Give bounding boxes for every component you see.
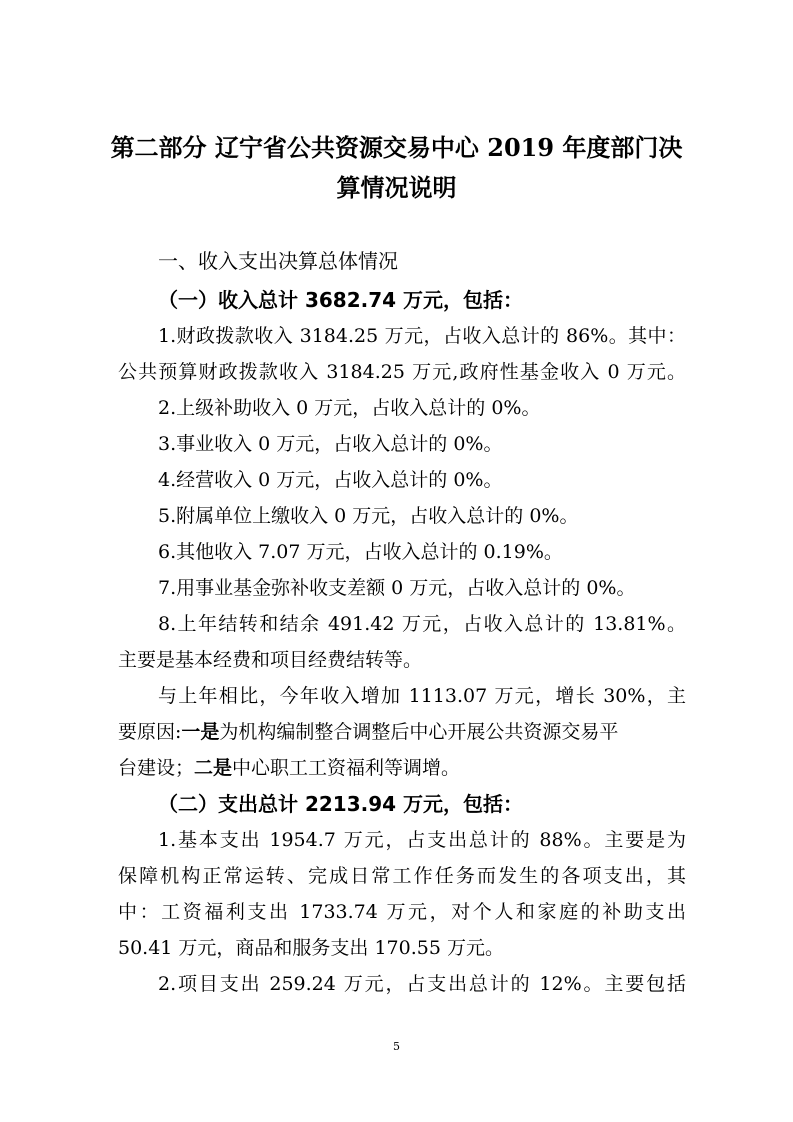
reason-one-text: 为机构编制整合调整后中心开展公共资源交易平 <box>219 721 619 743</box>
reason-two-marker: 二是 <box>194 757 233 779</box>
reason-two-text: 中心职工工资福利等调增。 <box>232 757 461 779</box>
income-item-1-line-2: 公共预算财政拨款收入 3184.25 万元,政府性基金收入 0 万元。 <box>118 361 686 383</box>
expense-item-1-line-1: 1.基本支出 1954.7 万元，占支出总计的 88%。主要是为 <box>158 829 686 851</box>
expense-item-1-line-4: 50.41 万元，商品和服务支出 170.55 万元。 <box>118 937 504 959</box>
reason-label: 要原因: <box>118 721 182 743</box>
income-item-8-line-2: 主要是基本经费和项目经费结转等。 <box>118 649 423 671</box>
income-compare-line-2 <box>118 719 686 745</box>
income-item-5: 5.附属单位上缴收入 0 万元，占收入总计的 0%。 <box>158 505 579 527</box>
income-heading: （一）收入总计 3682.74 万元，包括： <box>158 288 524 312</box>
income-item-7: 7.用事业基金弥补收支差额 0 万元，占收入总计的 0%。 <box>158 577 636 599</box>
income-item-8-line-1: 8.上年结转和结余 491.42 万元，占收入总计的 13.81%。 <box>158 613 686 635</box>
income-compare-line-3 <box>118 755 686 781</box>
reason-one-marker: 一是 <box>181 721 220 743</box>
expense-item-1-line-3: 中：工资福利支出 1733.74 万元，对个人和家庭的补助支出 <box>118 901 686 923</box>
document-title-line-1: 第二部分 辽宁省公共资源交易中心 2019 年度部门决 <box>110 133 683 162</box>
document-title-line-2: 算情况说明 <box>336 173 457 202</box>
expense-item-1-line-2: 保障机构正常运转、完成日常工作任务而发生的各项支出，其 <box>118 865 686 887</box>
income-compare-line-1: 与上年相比，今年收入增加 1113.07 万元，增长 30%，主 <box>158 685 686 707</box>
page-number: 5 <box>393 1040 400 1053</box>
section-heading: 一、收入支出决算总体情况 <box>158 249 398 273</box>
expense-item-2-line-1: 2.项目支出 259.24 万元，占支出总计的 12%。主要包括 <box>158 973 686 995</box>
income-item-3: 3.事业收入 0 万元，占收入总计的 0%。 <box>158 433 503 455</box>
income-item-1-line-1: 1.财政拨款收入 3184.25 万元，占收入总计的 86%。其中： <box>158 325 686 347</box>
income-item-2: 2.上级补助收入 0 万元，占收入总计的 0%。 <box>158 397 541 419</box>
reason-two-prefix: 台建设； <box>118 757 195 779</box>
income-item-4: 4.经营收入 0 万元，占收入总计的 0%。 <box>158 469 503 491</box>
income-item-6: 6.其他收入 7.07 万元，占收入总计的 0.19%。 <box>158 541 563 563</box>
expense-heading: （二）支出总计 2213.94 万元，包括： <box>158 792 524 816</box>
